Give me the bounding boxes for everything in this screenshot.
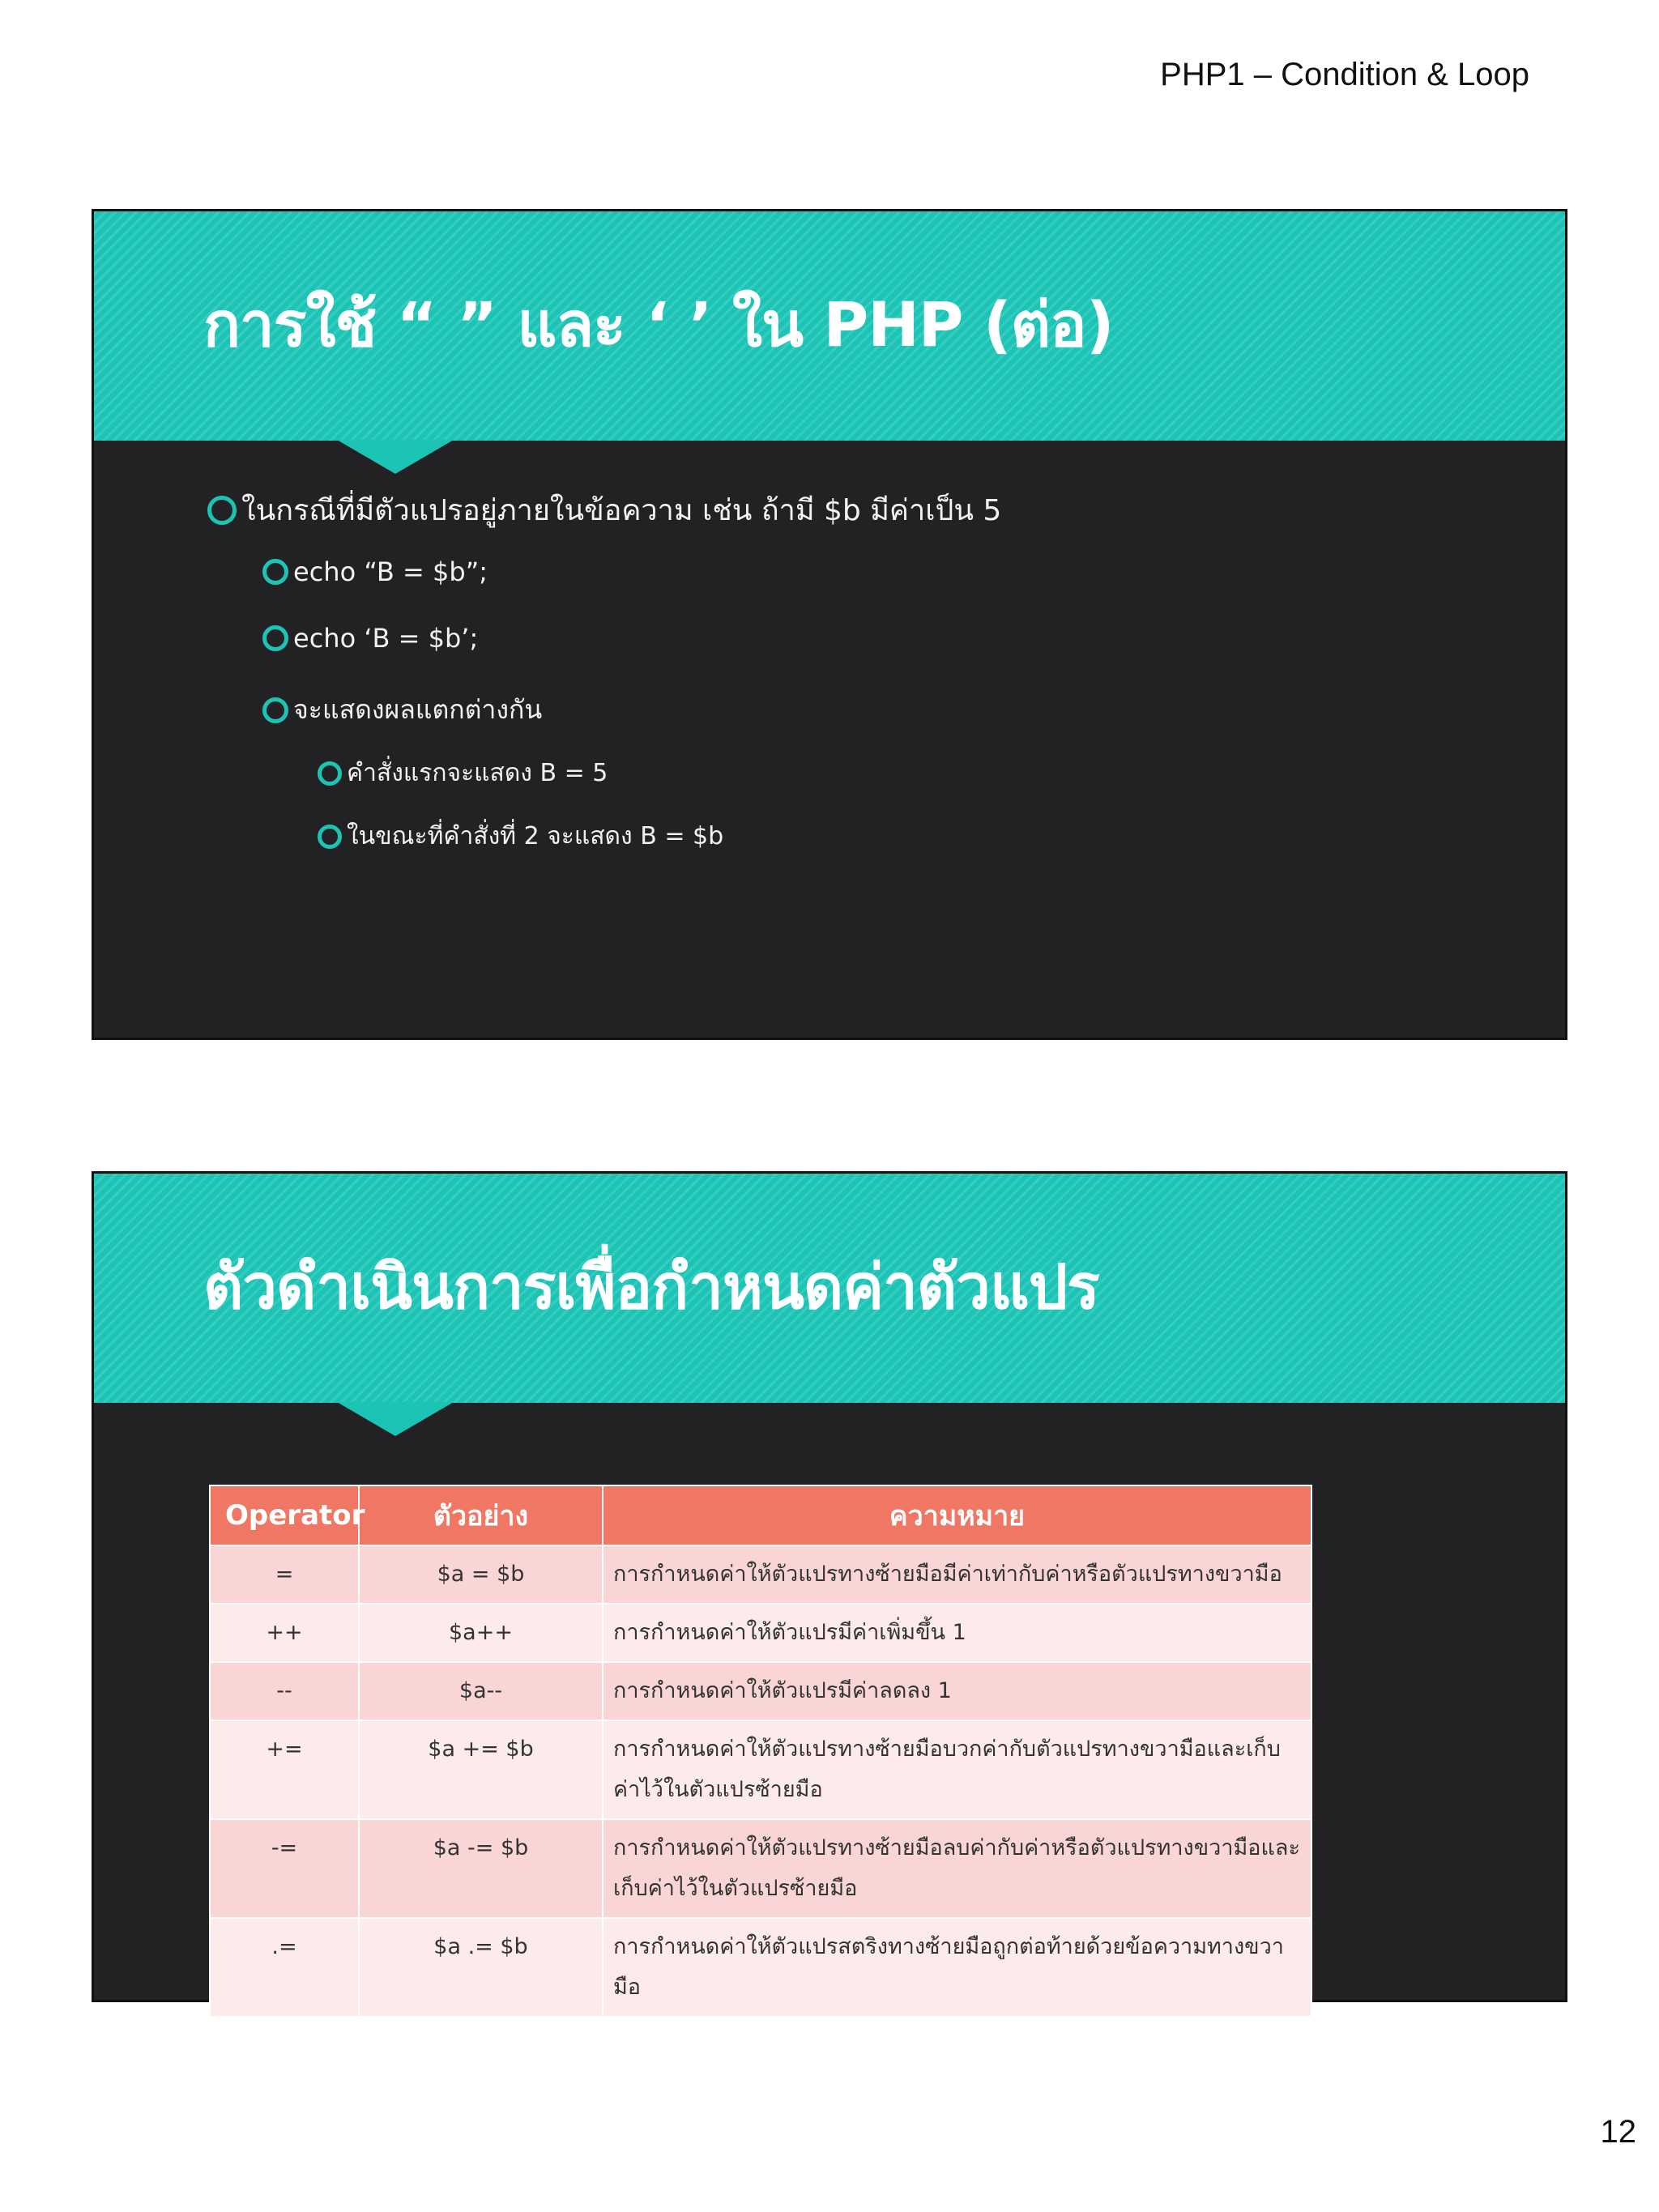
table-header-row <box>210 1485 1311 1545</box>
bullet-circle-icon <box>318 825 342 849</box>
slide-title: ตัวดำเนินการเพื่อกำหนดค่าตัวแปร <box>203 1251 1099 1323</box>
page-header-title: PHP1 – Condition & Loop <box>1160 57 1529 92</box>
bullet-circle-icon <box>262 625 288 651</box>
example-cell: $a++ <box>359 1604 603 1662</box>
bullet-circle-icon <box>318 761 342 786</box>
page-number: 12 <box>1600 2114 1636 2150</box>
operator-cell: -= <box>210 1819 359 1918</box>
slide-title-banner <box>94 1174 1565 1403</box>
bullet-item <box>262 623 478 654</box>
table-row <box>210 1819 1311 1918</box>
example-cell: $a-- <box>359 1662 603 1720</box>
bullet-text: จะแสดงผลแตกต่างกัน <box>293 694 543 725</box>
slide-assignment-operators <box>92 1171 1567 2002</box>
bullet-text: echo ‘B = $b’; <box>293 623 479 654</box>
table-row <box>210 1918 1311 2017</box>
bullet-item <box>262 689 542 731</box>
bullet-text: echo “B = $b”; <box>293 556 488 587</box>
bullet-text: ในขณะที่คำสั่งที่ 2 จะแสดง B = $b <box>347 822 724 850</box>
column-header-meaning: ความหมาย <box>603 1485 1311 1545</box>
slide-quotes-in-php <box>92 209 1567 1040</box>
example-cell: $a .= $b <box>359 1918 603 2017</box>
meaning-cell: การกำหนดค่าให้ตัวแปรทางซ้ายมือลบค่ากับค่าหรือตัวแปรทางขวามือและเก็บค่าไว้ในตัวแปรซ้ายมือ <box>603 1819 1311 1918</box>
meaning-cell: การกำหนดค่าให้ตัวแปรทางซ้ายมือมีค่าเท่ากับค่าหรือตัวแปรทางขวามือ <box>603 1545 1311 1604</box>
operator-cell: = <box>210 1545 359 1604</box>
operator-cell: ++ <box>210 1604 359 1662</box>
bullet-item <box>262 556 488 587</box>
bullet-text: คำสั่งแรกจะแสดง B = 5 <box>347 759 608 787</box>
bullet-circle-icon <box>262 559 288 585</box>
meaning-cell: การกำหนดค่าให้ตัวแปรสตริงทางซ้ายมือถูกต่อท้ายด้วยข้อความทางขวามือ <box>603 1918 1311 2017</box>
bullet-item <box>318 817 723 855</box>
table-row <box>210 1662 1311 1720</box>
table-row <box>210 1720 1311 1819</box>
banner-notch <box>337 440 454 474</box>
meaning-cell: การกำหนดค่าให้ตัวแปรมีค่าลดลง 1 <box>603 1662 1311 1720</box>
example-cell: $a -= $b <box>359 1819 603 1918</box>
table-row <box>210 1545 1311 1604</box>
slide-title: การใช้ “ ” และ ‘ ’ ใน PHP (ต่อ) <box>203 288 1114 360</box>
operator-cell: += <box>210 1720 359 1819</box>
column-header-example: ตัวอย่าง <box>359 1485 603 1545</box>
bullet-circle-icon <box>262 697 288 723</box>
banner-notch <box>337 1402 454 1436</box>
operator-cell: -- <box>210 1662 359 1720</box>
column-header-operator: Operator <box>210 1485 359 1545</box>
example-cell: $a = $b <box>359 1545 603 1604</box>
slide-title-banner <box>94 211 1565 441</box>
meaning-cell: การกำหนดค่าให้ตัวแปรทางซ้ายมือบวกค่ากับตัวแปรทางขวามือและเก็บค่าไว้ในตัวแปรซ้ายมือ <box>603 1720 1311 1819</box>
bullet-text: ในกรณีที่มีตัวแปรอยู่ภายในข้อความ เช่น ถ้ามี $b มีค่าเป็น 5 <box>241 494 1002 527</box>
operator-table <box>209 1485 1312 2018</box>
example-cell: $a += $b <box>359 1720 603 1819</box>
bullet-circle-icon <box>207 496 237 525</box>
bullet-item <box>318 754 608 792</box>
table-row <box>210 1604 1311 1662</box>
bullet-item <box>207 487 1001 533</box>
meaning-cell: การกำหนดค่าให้ตัวแปรมีค่าเพิ่มขึ้น 1 <box>603 1604 1311 1662</box>
operator-cell: .= <box>210 1918 359 2017</box>
